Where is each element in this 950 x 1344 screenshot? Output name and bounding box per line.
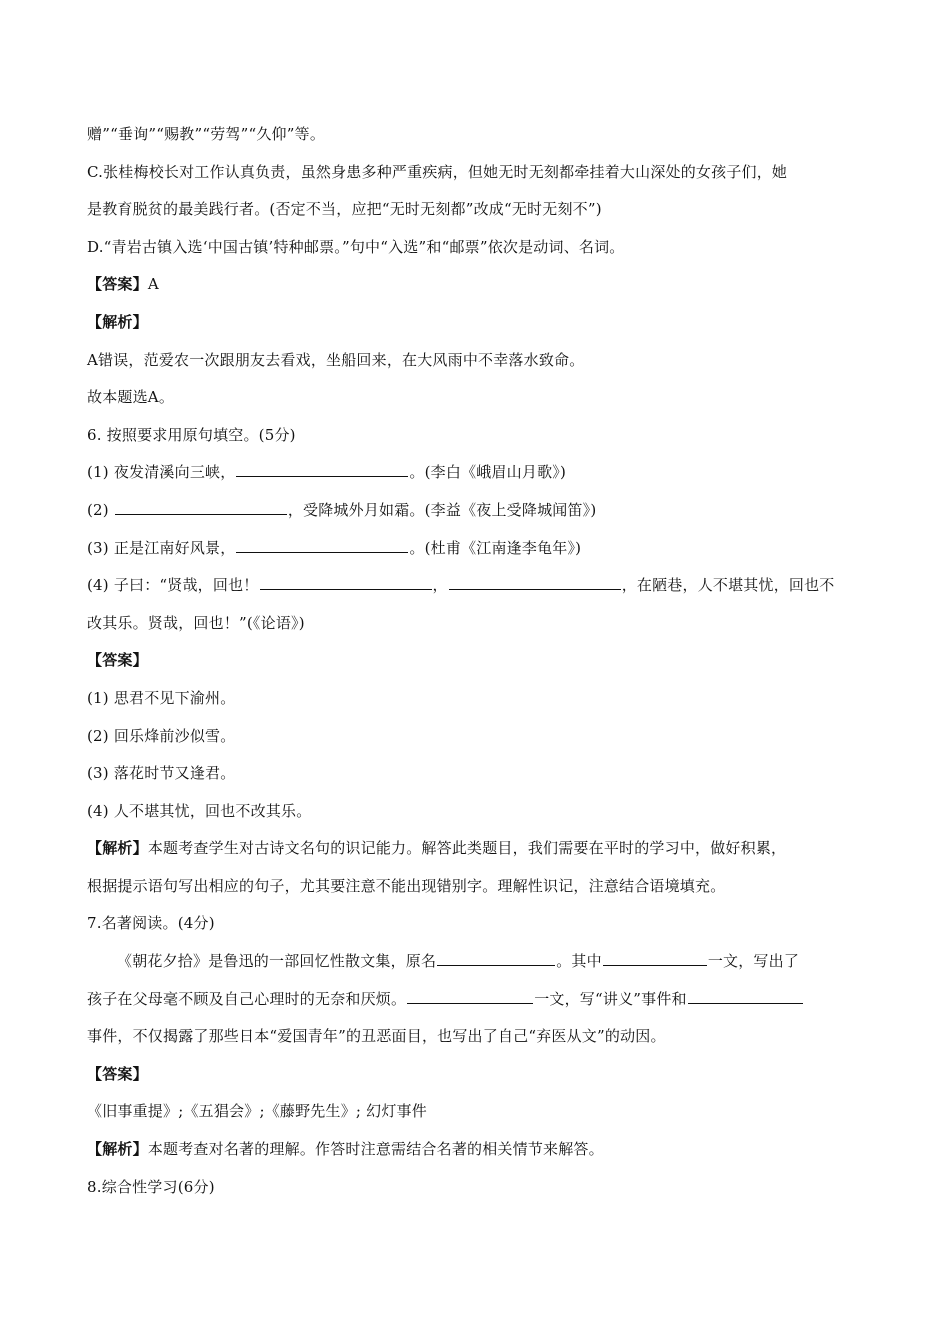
analysis-text: 本题考查学生对古诗文名句的识记能力。解答此类题目，我们需要在平时的学习中，做好积累， [147, 839, 787, 858]
item-text: 《朝花夕拾》是鲁迅的一部回忆性散文集，原名 [117, 952, 437, 971]
answer-7: 《旧事重提》;《五猖会》;《藤野先生》; 幻灯事件 [87, 1102, 427, 1121]
item-text: 。(李白《峨眉山月歌》) [409, 463, 567, 482]
fill-blank[interactable] [407, 1002, 533, 1004]
fill-blank[interactable] [236, 475, 408, 477]
item-text: 。(杜甫《江南逢李龟年》) [409, 538, 582, 557]
question-7-line-2 [87, 981, 867, 1019]
question-6-item-1 [87, 454, 867, 492]
fill-blank[interactable] [449, 588, 621, 590]
analysis-tag: 【解析】 [87, 1140, 148, 1159]
answer-6-item-4: (4) 人不堪其忧，回也不改其乐。 [87, 801, 312, 820]
answer-6-item-3: (3) 落花时节又逢君。 [87, 764, 236, 783]
answer-tag: 【答案】 [87, 651, 148, 670]
answer-tag: 【答案】 [87, 1064, 148, 1083]
analysis-7-line [87, 1131, 867, 1169]
item-text: 一文，写“讲义”事件和 [534, 989, 687, 1008]
item-text: 孩子在父母毫不顾及自己心理时的无奈和厌烦。 [87, 989, 407, 1008]
analysis-text: 本题考查对名著的理解。作答时注意需结合名著的相关情节来解答。 [147, 1140, 604, 1159]
fill-blank[interactable] [115, 513, 287, 515]
analysis-conclusion: 故本题选A。 [87, 388, 175, 407]
answer-tag: 【答案】 [87, 275, 148, 294]
document-page [87, 116, 867, 1206]
answer-line [87, 266, 867, 304]
fill-blank[interactable] [260, 588, 432, 590]
analysis-6-line [87, 830, 867, 868]
question-6-item-4-cont: 改其乐。贤哉，回也！”(《论语》) [87, 613, 305, 632]
answer-value: A [147, 275, 159, 294]
option-c-line: C.张桂梅校长对工作认真负责，虽然身患多种严重疾病，但她无时无刻都牵挂着大山深处的女孩子们，她 [87, 162, 788, 181]
item-text: 一文，写出了 [707, 952, 800, 971]
fill-blank[interactable] [688, 1002, 803, 1004]
fill-blank[interactable] [603, 964, 707, 966]
option-c-cont: 是教育脱贫的最美践行者。(否定不当，应把“无时无刻都”改成“无时无刻不”) [87, 200, 602, 219]
question-6-item-3 [87, 530, 867, 568]
item-text: (4) 子曰：“贤哉，回也！ [87, 576, 259, 595]
answer-6-item-2: (2) 回乐烽前沙似雪。 [87, 726, 236, 745]
item-text: ，受降城外月如霜。(李益《夜上受降城闻笛》) [287, 500, 597, 519]
option-d-line: D.“青岩古镇入选‘中国古镇’特种邮票。”句中“入选”和“邮票”依次是动词、名词。 [87, 237, 625, 256]
question-6-item-4 [87, 567, 867, 605]
question-6-item-2 [87, 492, 867, 530]
question-6-title: 6. 按照要求用原句填空。(5分) [87, 425, 296, 444]
item-text: 。其中 [556, 952, 602, 971]
text-line: 赠”“垂询”“赐教”“劳驾”“久仰”等。 [87, 125, 326, 143]
item-text: (1) 夜发清溪向三峡， [87, 463, 236, 482]
fill-blank[interactable] [437, 964, 555, 966]
question-7-line-3: 事件，不仅揭露了那些日本“爱国青年”的丑恶面目，也写出了自己“弃医从文”的动因。 [87, 1027, 666, 1046]
analysis-6-cont: 根据提示语句写出相应的句子，尤其要注意不能出现错别字。理解性识记，注意结合语境填充。 [87, 876, 726, 895]
item-text: (2) [87, 500, 114, 519]
analysis-tag: 【解析】 [87, 839, 148, 858]
analysis-tag: 【解析】 [87, 312, 148, 331]
question-7-title: 7.名著阅读。(4分) [87, 914, 215, 933]
question-7-line-1 [87, 943, 867, 981]
item-text: ，在陋巷，人不堪其忧，回也不 [621, 576, 835, 595]
question-8-title: 8.综合性学习(6分) [87, 1177, 215, 1196]
item-text: (3) 正是江南好风景， [87, 538, 236, 557]
item-text: ， [432, 576, 448, 595]
answer-6-item-1: (1) 思君不见下渝州。 [87, 688, 236, 707]
fill-blank[interactable] [236, 551, 408, 553]
analysis-text: A错误，范爱农一次跟朋友去看戏，坐船回来，在大风雨中不幸落水致命。 [87, 350, 585, 369]
